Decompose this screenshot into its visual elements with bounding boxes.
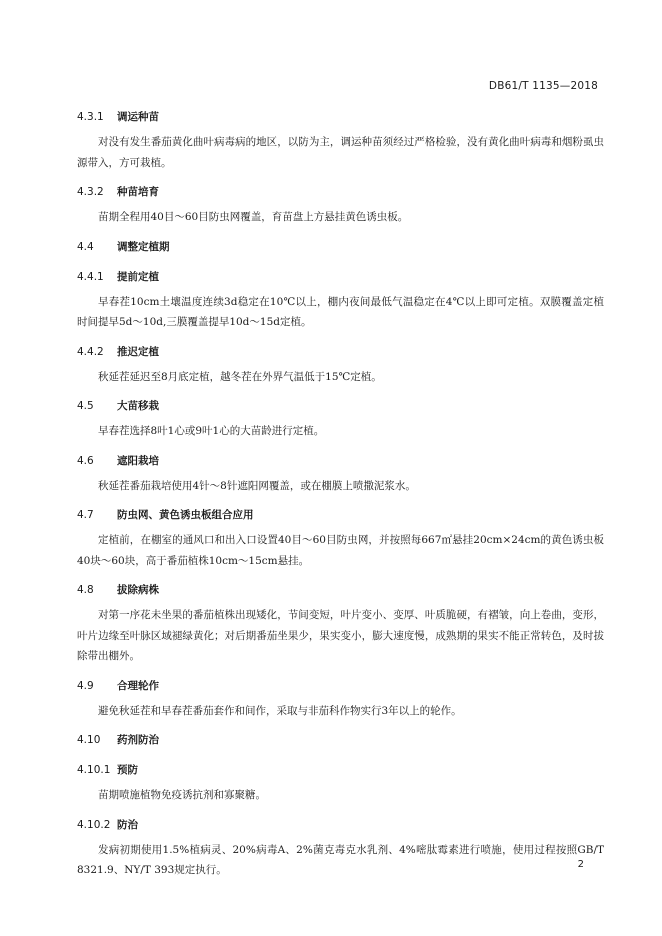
section-heading	[77, 674, 604, 698]
section-number: 4.7	[77, 509, 94, 521]
section-heading	[77, 265, 604, 289]
section-heading	[77, 449, 604, 473]
section-number: 4.3.2	[77, 186, 104, 198]
section-paragraph: 避免秋延茬和早春茬番茄套作和间作，采取与非茄科作物实行3年以上的轮作。	[98, 704, 462, 717]
section-heading	[77, 340, 604, 364]
section-paragraph: 早春茬10cm土壤温度连续3d稳定在10℃以上，棚内夜间最低气温稳定在4℃以上即可定植。双膜覆盖定植时间提早5d～10d,三膜覆盖提早10d～15d定植。	[77, 295, 604, 328]
section-paragraph: 定植前，在棚室的通风口和出入口设置40目～60目防虫网，并按照每667㎡悬挂20cm×24cm的黄色诱虫板40块～60块，高于番茄植株10cm～15cm悬挂。	[77, 534, 604, 567]
section-number: 4.5	[77, 400, 94, 412]
section-title: 调运种苗	[117, 111, 159, 123]
page-number: 2	[577, 859, 584, 870]
section-number: 4.10.1	[77, 764, 111, 776]
section-heading	[77, 180, 604, 204]
section-paragraph: 秋延茬番茄栽培使用4针～8针遮阳网覆盖，或在棚膜上喷撒泥浆水。	[98, 479, 416, 492]
section-title: 预防	[117, 764, 138, 776]
section-number: 4.8	[77, 584, 94, 596]
section-title: 拔除病株	[117, 584, 159, 596]
section-paragraph: 对第一序花未坐果的番茄植株出现矮化，节间变短，叶片变小、变厚、叶质脆硬，有褶皱，向上卷曲，变形，叶片边缘至叶脉区域褪绿黄化；对后期番茄坐果少，果实变小，膨大速度慢，成熟期的果实不能正常转色，及时拔除带出棚外。	[77, 609, 604, 662]
section-heading	[77, 758, 604, 782]
section-number: 4.6	[77, 454, 94, 467]
section-heading	[77, 394, 604, 418]
section-title: 遮阳栽培	[117, 454, 159, 467]
document-code: DB61/T 1135—2018	[488, 80, 598, 92]
section-title: 调整定植期	[117, 240, 170, 253]
section-heading	[77, 813, 604, 837]
section-heading	[77, 235, 604, 259]
section-title: 种苗培育	[117, 186, 159, 198]
section-title: 大苗移栽	[117, 400, 159, 412]
section-number: 4.9	[77, 679, 94, 692]
section-number: 4.3.1	[77, 111, 104, 123]
section-number: 4.4	[77, 240, 94, 253]
section-title: 推迟定植	[117, 345, 159, 358]
section-number: 4.4.2	[77, 345, 104, 358]
section-paragraph: 对没有发生番茄黄化曲叶病毒病的地区，以防为主，调运种苗须经过严格检验，没有黄化曲叶病毒和烟粉虱虫源带入，方可栽植。	[77, 136, 604, 169]
section-heading	[77, 105, 604, 129]
section-paragraph: 苗期全程用40目～60目防虫网覆盖，育苗盘上方悬挂黄色诱虫板。	[98, 211, 409, 223]
section-title: 防虫网、黄色诱虫板组合应用	[117, 509, 254, 521]
section-title: 药剂防治	[117, 734, 159, 746]
section-paragraph: 苗期喷施植物免疫诱抗剂和寡聚糖。	[98, 789, 266, 801]
section-heading	[77, 578, 604, 602]
section-title: 防治	[117, 818, 138, 831]
document-body	[77, 105, 604, 888]
section-number: 4.10	[77, 734, 101, 746]
section-paragraph: 发病初期使用1.5%植病灵、20%病毒A、2%菌克毒克水乳剂、4%嘧肽霉素进行喷施，使用过程按照GB/T 8321.9、NY/T 393规定执行。	[77, 843, 604, 876]
section-paragraph: 早春茬选择8叶1心或9叶1心的大苗龄进行定植。	[98, 425, 325, 437]
section-paragraph: 秋延茬延迟至8月底定植，越冬茬在外界气温低于15℃定植。	[98, 370, 382, 383]
section-title: 提前定植	[117, 270, 159, 283]
section-number: 4.4.1	[77, 270, 104, 283]
section-number: 4.10.2	[77, 818, 111, 831]
section-heading	[77, 728, 604, 752]
section-heading	[77, 503, 604, 527]
section-title: 合理轮作	[117, 679, 159, 692]
